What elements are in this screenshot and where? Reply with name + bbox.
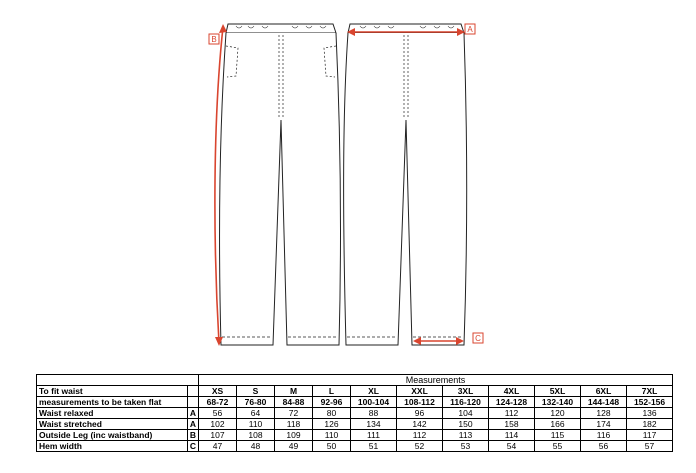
fit-range: 84-88 <box>275 397 313 408</box>
measurement-value: 116 <box>581 430 627 441</box>
size-header: 5XL <box>535 386 581 397</box>
measurement-value: 158 <box>489 419 535 430</box>
key-empty-cell <box>188 397 199 408</box>
table-empty-cell <box>37 375 199 386</box>
measurement-value: 102 <box>199 419 237 430</box>
measurement-value: 56 <box>199 408 237 419</box>
table-title-row <box>37 375 673 386</box>
measurement-value: 174 <box>581 419 627 430</box>
front-waistband <box>226 24 336 33</box>
measurement-value: 104 <box>443 408 489 419</box>
front-outline <box>220 33 341 345</box>
size-header: XXL <box>397 386 443 397</box>
measurement-value: 80 <box>313 408 351 419</box>
measurement-value: 72 <box>275 408 313 419</box>
measurement-value: 117 <box>627 430 673 441</box>
measurement-value: 166 <box>535 419 581 430</box>
measurement-value: 111 <box>351 430 397 441</box>
size-header: XS <box>199 386 237 397</box>
size-header: 6XL <box>581 386 627 397</box>
measurement-label: Hem width <box>37 441 188 452</box>
fit-range: 152-156 <box>627 397 673 408</box>
measurement-value: 52 <box>397 441 443 452</box>
measurement-value: 54 <box>489 441 535 452</box>
measurement-value: 114 <box>489 430 535 441</box>
measurement-value: 142 <box>397 419 443 430</box>
measurement-row <box>37 430 673 441</box>
measurement-value: 110 <box>237 419 275 430</box>
measurement-value: 55 <box>535 441 581 452</box>
measurement-value: 51 <box>351 441 397 452</box>
fit-range-row <box>37 397 673 408</box>
measurement-key: A <box>188 419 199 430</box>
measurement-label: Waist stretched <box>37 419 188 430</box>
measurement-value: 88 <box>351 408 397 419</box>
measurement-row <box>37 408 673 419</box>
measurement-row <box>37 441 673 452</box>
measurement-value: 96 <box>397 408 443 419</box>
measurement-label: Outside Leg (inc waistband) <box>37 430 188 441</box>
fit-range: 76-80 <box>237 397 275 408</box>
fit-label: To fit waist <box>37 386 188 397</box>
key-empty-cell <box>188 386 199 397</box>
measurement-value: 107 <box>199 430 237 441</box>
measurement-value: 120 <box>535 408 581 419</box>
measurement-key: A <box>188 408 199 419</box>
size-header: XL <box>351 386 397 397</box>
size-header: S <box>237 386 275 397</box>
measurement-value: 109 <box>275 430 313 441</box>
measurement-value: 50 <box>313 441 351 452</box>
measurement-value: 64 <box>237 408 275 419</box>
measurement-value: 108 <box>237 430 275 441</box>
measurement-key: B <box>188 430 199 441</box>
outside-leg-arrowhead-top <box>219 24 227 33</box>
measurement-value: 182 <box>627 419 673 430</box>
fit-range: 144-148 <box>581 397 627 408</box>
measurement-value: 57 <box>627 441 673 452</box>
marker-c-label: C <box>475 334 481 343</box>
measurement-value: 112 <box>489 408 535 419</box>
size-header-row <box>37 386 673 397</box>
fit-range: 100-104 <box>351 397 397 408</box>
measurement-key: C <box>188 441 199 452</box>
measurement-row <box>37 419 673 430</box>
measurement-value: 110 <box>313 430 351 441</box>
fit-range: 116-120 <box>443 397 489 408</box>
measurement-value: 136 <box>627 408 673 419</box>
size-header: 7XL <box>627 386 673 397</box>
measurement-value: 49 <box>275 441 313 452</box>
measurement-value: 115 <box>535 430 581 441</box>
measurement-value: 56 <box>581 441 627 452</box>
measurement-value: 150 <box>443 419 489 430</box>
measurement-value: 134 <box>351 419 397 430</box>
size-header: 3XL <box>443 386 489 397</box>
measurement-value: 48 <box>237 441 275 452</box>
fit-range: 68-72 <box>199 397 237 408</box>
measurement-value: 53 <box>443 441 489 452</box>
fit-range: 132-140 <box>535 397 581 408</box>
measurement-value: 113 <box>443 430 489 441</box>
measurement-value: 118 <box>275 419 313 430</box>
measurement-value: 112 <box>397 430 443 441</box>
measurement-value: 47 <box>199 441 237 452</box>
marker-b-label: B <box>211 35 217 44</box>
fit-range: 108-112 <box>397 397 443 408</box>
size-header: M <box>275 386 313 397</box>
measurement-value: 126 <box>313 419 351 430</box>
marker-a-label: A <box>467 25 473 34</box>
measurements-table <box>36 374 673 452</box>
table-title: Measurements <box>199 375 673 386</box>
size-header: L <box>313 386 351 397</box>
trousers-back-view <box>344 24 467 345</box>
size-header: 4XL <box>489 386 535 397</box>
fit-range: 124-128 <box>489 397 535 408</box>
trousers-front-view <box>220 24 341 345</box>
fit-range: 92-96 <box>313 397 351 408</box>
measurement-label: Waist relaxed <box>37 408 188 419</box>
back-outline <box>344 33 467 345</box>
flat-label: measurements to be taken flat <box>37 397 188 408</box>
measurement-value: 128 <box>581 408 627 419</box>
